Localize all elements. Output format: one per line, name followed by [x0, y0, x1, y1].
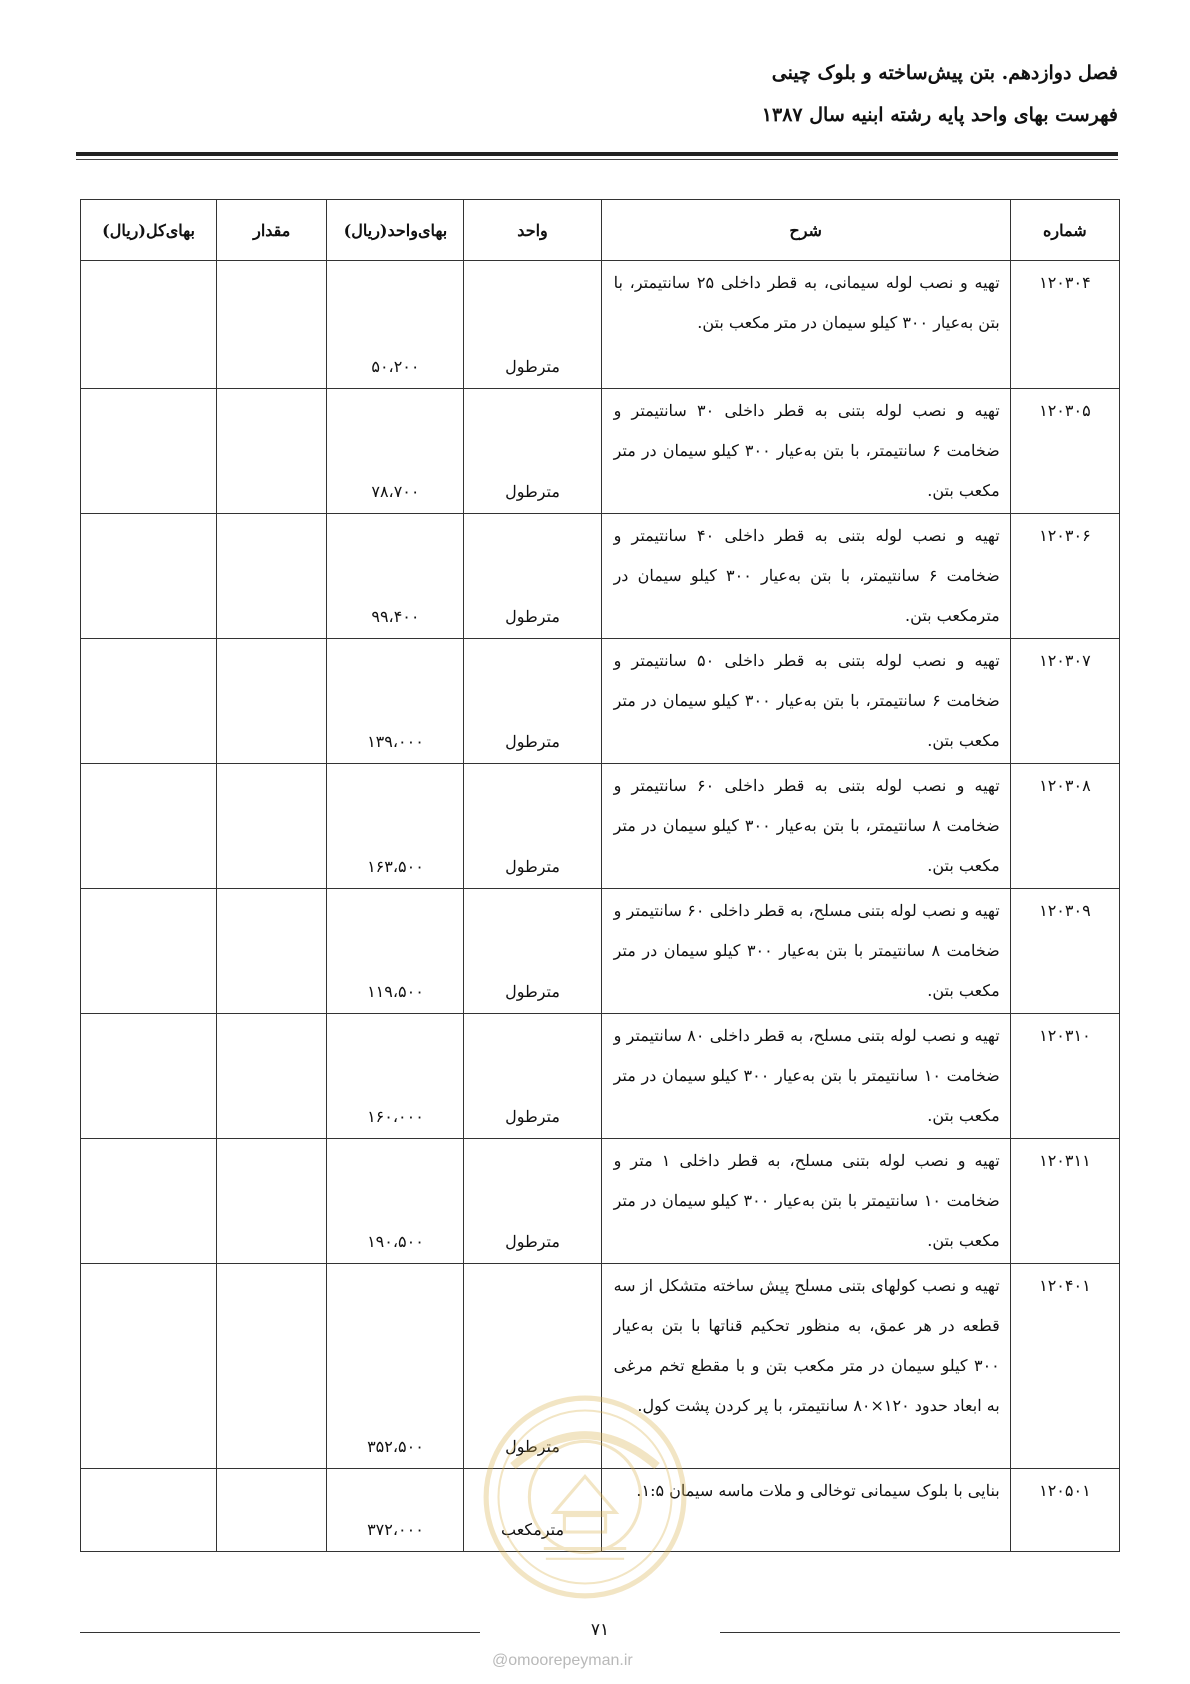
- item-total-price: [81, 389, 217, 514]
- column-header-description: شرح: [601, 200, 1010, 261]
- item-unit: مترطول: [464, 389, 601, 514]
- item-description: تهیه و نصب لوله بتنی مسلح، به قطر داخلی ۱ متر و ضخامت ۱۰ سانتیمتر با بتن به‌عیار ۳۰۰ کیلو سیمان در متر مکعب بتن.: [601, 1139, 1010, 1264]
- item-total-price: [81, 889, 217, 1014]
- item-quantity: [217, 514, 327, 639]
- item-unit-price: ۳۵۲،۵۰۰: [327, 1264, 464, 1469]
- column-header-unit: واحد: [464, 200, 601, 261]
- item-total-price: [81, 514, 217, 639]
- table-row: [81, 1014, 1120, 1139]
- page-number: ۷۱: [590, 1620, 610, 1640]
- footer-divider-left: [80, 1632, 480, 1633]
- item-unit: مترطول: [464, 261, 601, 389]
- table-row: [81, 1469, 1120, 1552]
- item-quantity: [217, 639, 327, 764]
- chapter-title: فصل دوازدهم. بتن پیش‌ساخته و بلوک چینی: [771, 62, 1118, 84]
- item-total-price: [81, 1264, 217, 1469]
- item-total-price: [81, 1469, 217, 1552]
- item-unit-price: ۱۱۹،۵۰۰: [327, 889, 464, 1014]
- item-total-price: [81, 261, 217, 389]
- item-unit-price: ۱۳۹،۰۰۰: [327, 639, 464, 764]
- table-row: [81, 764, 1120, 889]
- item-unit: مترطول: [464, 764, 601, 889]
- table-row: [81, 389, 1120, 514]
- item-code: ۱۲۰۳۱۰: [1010, 1014, 1119, 1139]
- item-unit: مترطول: [464, 1014, 601, 1139]
- item-description: تهیه و نصب کولهای بتنی مسلح پیش ساخته متشکل از سه قطعه در هر عمق، به منظور تحکیم قناتها با بتن به‌عیار ۳۰۰ کیلو سیمان در متر مکعب بتن و با مقطع تخم مرغی به ابعاد حدود ۱۲۰×۸۰ سانتیمتر، با پر کردن پشت کول.: [601, 1264, 1010, 1469]
- item-code: ۱۲۰۵۰۱: [1010, 1469, 1119, 1552]
- watermark-site-url: @omoorepeyman.ir: [492, 1652, 633, 1669]
- item-code: ۱۲۰۳۰۹: [1010, 889, 1119, 1014]
- footer-divider-right: [720, 1632, 1120, 1633]
- item-total-price: [81, 1014, 217, 1139]
- item-unit-price: ۱۶۰،۰۰۰: [327, 1014, 464, 1139]
- item-total-price: [81, 764, 217, 889]
- item-code: ۱۲۰۳۱۱: [1010, 1139, 1119, 1264]
- item-description: تهیه و نصب لوله بتنی به قطر داخلی ۶۰ سانتیمتر و ضخامت ۸ سانتیمتر، با بتن به‌عیار ۳۰۰ کیلو سیمان در متر مکعب بتن.: [601, 764, 1010, 889]
- item-quantity: [217, 1264, 327, 1469]
- item-quantity: [217, 764, 327, 889]
- list-title: فهرست بهای واحد پایه رشته ابنیه سال ۱۳۸۷: [761, 104, 1118, 126]
- item-unit: مترطول: [464, 1139, 601, 1264]
- column-header-total-price: بهای‌کل(ریال): [81, 200, 217, 261]
- column-header-quantity: مقدار: [217, 200, 327, 261]
- table-row: [81, 261, 1120, 389]
- column-header-unit-price: بهای‌واحد(ریال): [327, 200, 464, 261]
- item-quantity: [217, 1469, 327, 1552]
- item-code: ۱۲۰۳۰۶: [1010, 514, 1119, 639]
- item-description: تهیه و نصب لوله بتنی مسلح، به قطر داخلی ۸۰ سانتیمتر و ضخامت ۱۰ سانتیمتر با بتن به‌عیار ۳۰۰ کیلو سیمان در متر مکعب بتن.: [601, 1014, 1010, 1139]
- table-row: [81, 514, 1120, 639]
- header-divider-thin: [76, 159, 1118, 160]
- item-code: ۱۲۰۳۰۴: [1010, 261, 1119, 389]
- price-list-table: [80, 199, 1120, 1552]
- item-code: ۱۲۰۳۰۸: [1010, 764, 1119, 889]
- item-quantity: [217, 389, 327, 514]
- item-unit: مترطول: [464, 639, 601, 764]
- item-unit-price: ۵۰،۲۰۰: [327, 261, 464, 389]
- item-code: ۱۲۰۴۰۱: [1010, 1264, 1119, 1469]
- table-row: [81, 1264, 1120, 1469]
- table-row: [81, 889, 1120, 1014]
- item-total-price: [81, 639, 217, 764]
- item-unit: مترطول: [464, 514, 601, 639]
- item-unit-price: ۱۹۰،۵۰۰: [327, 1139, 464, 1264]
- item-unit-price: ۹۹،۴۰۰: [327, 514, 464, 639]
- item-unit: مترمکعب: [464, 1469, 601, 1552]
- item-unit: مترطول: [464, 889, 601, 1014]
- table-row: [81, 1139, 1120, 1264]
- column-header-code: شماره: [1010, 200, 1119, 261]
- item-description: تهیه و نصب لوله بتنی به قطر داخلی ۴۰ سانتیمتر و ضخامت ۶ سانتیمتر، با بتن به‌عیار ۳۰۰ کیلو سیمان در مترمکعب بتن.: [601, 514, 1010, 639]
- header-divider: [76, 152, 1118, 156]
- item-quantity: [217, 889, 327, 1014]
- table-header-row: [81, 200, 1120, 261]
- item-unit-price: ۳۷۲،۰۰۰: [327, 1469, 464, 1552]
- item-description: تهیه و نصب لوله بتنی به قطر داخلی ۳۰ سانتیمتر و ضخامت ۶ سانتیمتر، با بتن به‌عیار ۳۰۰ کیلو سیمان در متر مکعب بتن.: [601, 389, 1010, 514]
- item-quantity: [217, 1139, 327, 1264]
- item-quantity: [217, 261, 327, 389]
- item-description: بنایی با بلوک سیمانی توخالی و ملات ماسه سیمان ۱:۵.: [601, 1469, 1010, 1552]
- item-code: ۱۲۰۳۰۵: [1010, 389, 1119, 514]
- item-unit-price: ۱۶۳،۵۰۰: [327, 764, 464, 889]
- item-quantity: [217, 1014, 327, 1139]
- item-description: تهیه و نصب لوله بتنی مسلح، به قطر داخلی ۶۰ سانتیمتر و ضخامت ۸ سانتیمتر با بتن به‌عیار ۳۰۰ کیلو سیمان در متر مکعب بتن.: [601, 889, 1010, 1014]
- table-row: [81, 639, 1120, 764]
- item-description: تهیه و نصب لوله سیمانی، به قطر داخلی ۲۵ سانتیمتر، با بتن به‌عیار ۳۰۰ کیلو سیمان در متر مکعب بتن.: [601, 261, 1010, 389]
- item-total-price: [81, 1139, 217, 1264]
- item-code: ۱۲۰۳۰۷: [1010, 639, 1119, 764]
- item-description: تهیه و نصب لوله بتنی به قطر داخلی ۵۰ سانتیمتر و ضخامت ۶ سانتیمتر، با بتن به‌عیار ۳۰۰ کیلو سیمان در متر مکعب بتن.: [601, 639, 1010, 764]
- item-unit: مترطول: [464, 1264, 601, 1469]
- item-unit-price: ۷۸،۷۰۰: [327, 389, 464, 514]
